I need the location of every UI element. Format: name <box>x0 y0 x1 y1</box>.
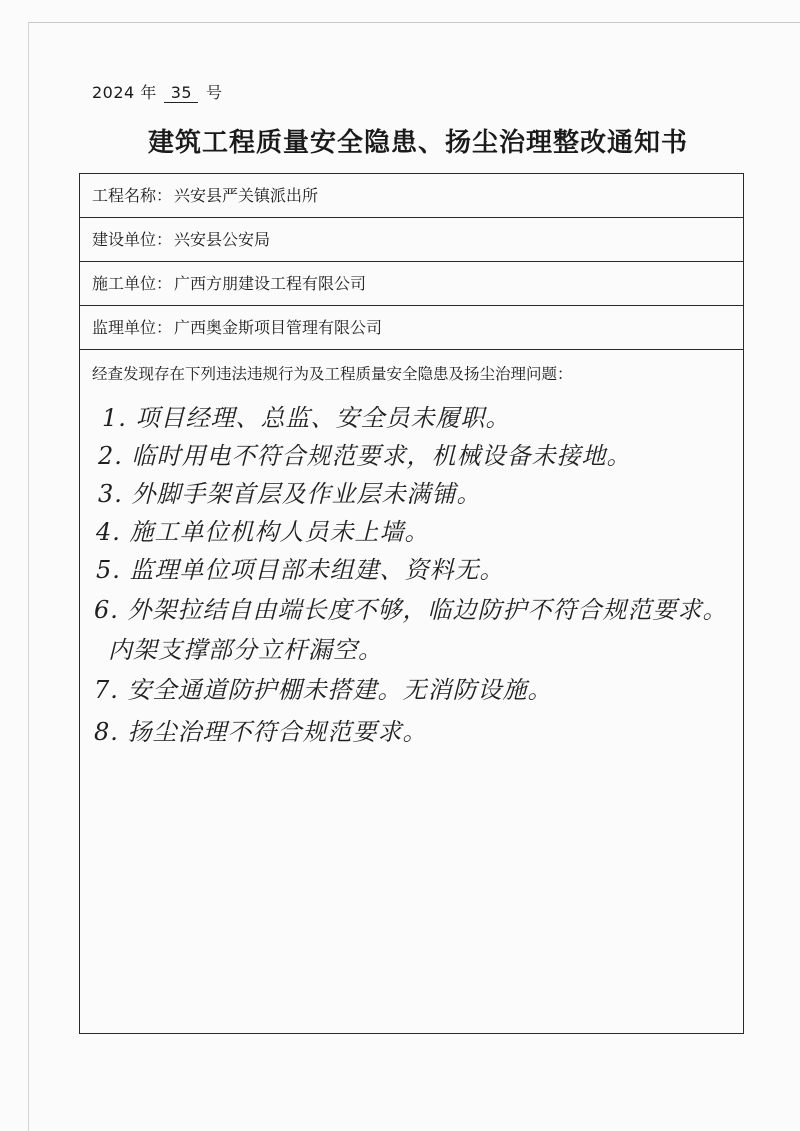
handwritten-finding-item: 3. 外脚手架首层及作业层未满铺。 <box>98 480 482 508</box>
field-construction-owner <box>80 218 743 262</box>
field-label: 建设单位： <box>92 230 173 249</box>
document-number <box>92 80 223 103</box>
document-number-value: 35 <box>164 84 198 103</box>
handwritten-finding-item: 1. 项目经理、总监、安全员未履职。 <box>102 404 511 432</box>
scan-border-left <box>28 22 29 1131</box>
notice-form <box>79 173 744 1034</box>
field-project-name <box>80 174 743 218</box>
handwritten-finding-item: 2. 临时用电不符合规范要求，机械设备未接地。 <box>98 442 632 470</box>
field-contractor <box>80 262 743 306</box>
handwritten-finding-item: 7. 安全通道防护棚未搭建。无消防设施。 <box>94 676 553 704</box>
document-title: 建筑工程质量安全隐患、扬尘治理整改通知书 <box>147 128 688 158</box>
handwritten-finding-item: 4. 施工单位机构人员未上墙。 <box>96 518 430 546</box>
findings-intro: 经查发现存在下列违法违规行为及工程质量安全隐患及扬尘治理问题： <box>92 365 573 383</box>
handwritten-finding-item: 6. 外架拉结自由端长度不够，临边防护不符合规范要求。 <box>94 596 728 624</box>
field-value: 兴安县严关镇派出所 <box>174 186 319 205</box>
document-year-suffix: 年 <box>140 83 157 102</box>
findings-section <box>80 350 743 1030</box>
scan-border-top <box>28 22 800 23</box>
field-label: 工程名称： <box>92 186 173 205</box>
field-supervisor <box>80 306 743 350</box>
field-label: 监理单位： <box>92 318 173 337</box>
document-year: 2024 <box>92 83 135 102</box>
handwritten-finding-item: 5. 监理单位项目部未组建、资料无。 <box>96 556 505 584</box>
field-value: 广西方朋建设工程有限公司 <box>174 274 367 293</box>
field-label: 施工单位： <box>92 274 173 293</box>
handwritten-finding-item: 8. 扬尘治理不符合规范要求。 <box>94 718 428 746</box>
handwritten-finding-item: 内架支撑部分立杆漏空。 <box>108 636 383 664</box>
field-value: 广西奥金斯项目管理有限公司 <box>174 318 383 337</box>
document-number-suffix: 号 <box>206 83 223 102</box>
field-value: 兴安县公安局 <box>174 230 271 249</box>
